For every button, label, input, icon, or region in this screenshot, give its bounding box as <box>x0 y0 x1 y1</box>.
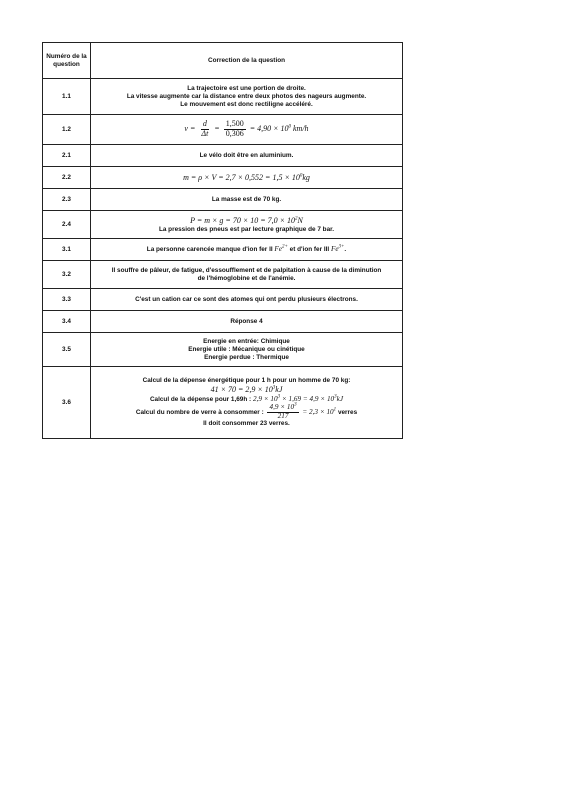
energy-formula: $41 \times 70 = 2,9 \times 10^3kJ$ <box>210 384 283 394</box>
table-row <box>43 115 403 145</box>
answer-cell <box>91 79 403 115</box>
table-row <box>43 211 403 239</box>
question-number: 2.2 <box>43 167 91 189</box>
question-number: 3.2 <box>43 261 91 289</box>
correction-table <box>42 42 403 439</box>
table-header-row <box>43 43 403 79</box>
question-number: 3.1 <box>43 239 91 261</box>
answer-line: Calcul du nombre de verre à consommer : $\frac{4,9 \times 10^3}{217}$ = $2,3 \times 10^1$ verres <box>135 402 358 420</box>
question-number: 1.1 <box>43 79 91 115</box>
answer-cell: La personne carencée manque d'ion fer II $Fe^{2+}$ et d'ion fer III $Fe^{3+}$. <box>91 239 403 261</box>
table-row <box>43 145 403 167</box>
question-number: 3.6 <box>43 367 91 439</box>
answer-line: Calcul de la dépense énergétique pour 1 h pour un homme de 70 kg: <box>142 376 351 384</box>
iron-ion-formula: $Fe^{2+}$ <box>274 244 288 253</box>
answer-line: Il doit consommer 23 verres. <box>203 420 290 428</box>
answer-line: La vitesse augmente car la distance entre deux photos des nageurs augmente. <box>126 92 367 100</box>
answer-line: Energie en entrée: Chimique <box>203 337 290 345</box>
table-row <box>43 311 403 333</box>
question-number: 2.3 <box>43 189 91 211</box>
answer-cell <box>91 211 403 239</box>
answer-line: Energie perdue : Thermique <box>204 353 289 361</box>
answer-cell <box>91 333 403 367</box>
table-row <box>43 333 403 367</box>
mass-formula: $m = \rho \times V = 2,7 \times 0,552 = 1,5 \times 10^0kg$ <box>183 172 310 182</box>
fraction: $\frac{1,500}{0,306}$ <box>225 119 244 138</box>
answer-cell: Réponse 4 <box>91 311 403 333</box>
fraction: $\frac{4,9 \times 10^3}{217}$ <box>269 402 297 420</box>
answer-line: Le mouvement est donc rectiligne accéléré. <box>180 100 313 108</box>
answer-cell <box>91 167 403 189</box>
answer-cell <box>91 367 403 439</box>
question-number: 2.1 <box>43 145 91 167</box>
answer-line: Calcul de la dépense pour 1,69h : $2,9 \times 10^3 \times 1,69 = 4,9 \times 10^3kJ$ <box>149 394 344 403</box>
answer-cell: Le vélo doit être en aluminium. <box>91 145 403 167</box>
question-number: 3.4 <box>43 311 91 333</box>
velocity-formula: v = $\frac{d}{\Delta t}$ = $\frac{1,500}{0,306}$ = $4,90 \times 10^0$ km/h <box>184 119 309 138</box>
table-row <box>43 367 403 439</box>
table-row <box>43 261 403 289</box>
energy-formula: $2,9 \times 10^3 \times 1,69 = 4,9 \times 10^3kJ$ <box>252 394 344 403</box>
answer-line: de l'hémoglobine et de l'anémie. <box>197 274 296 282</box>
answer-cell <box>91 115 403 145</box>
answer-line: La trajectoire est une portion de droite. <box>187 84 306 92</box>
table-row <box>43 289 403 311</box>
table-row <box>43 239 403 261</box>
table-row <box>43 189 403 211</box>
question-number: 2.4 <box>43 211 91 239</box>
answer-line: Il souffre de pâleur, de fatigue, d'essoufflement et de palpitation à cause de la diminution <box>111 266 382 274</box>
table-row <box>43 79 403 115</box>
header-correction-cell: Correction de la question <box>91 43 403 79</box>
answer-cell: C'est un cation car ce sont des atomes qui ont perdu plusieurs électrons. <box>91 289 403 311</box>
question-number: 3.5 <box>43 333 91 367</box>
weight-formula: $P = m \times g = 70 \times 10 = 7,0 \times 10^2N$ <box>190 215 303 225</box>
answer-cell: La masse est de 70 kg. <box>91 189 403 211</box>
answer-line: La pression des pneus est par lecture graphique de 7 bar. <box>158 225 335 233</box>
answer-cell <box>91 261 403 289</box>
question-number: 1.2 <box>43 115 91 145</box>
question-number: 3.3 <box>43 289 91 311</box>
iron-ion-formula: $Fe^{3+}$ <box>330 244 345 253</box>
answer-line: Energie utile : Mécanique ou cinétique <box>188 345 305 353</box>
fraction: $\frac{d}{\Delta t}$ <box>201 119 209 138</box>
header-number-cell: Numéro de la question <box>43 43 91 79</box>
table-row <box>43 167 403 189</box>
